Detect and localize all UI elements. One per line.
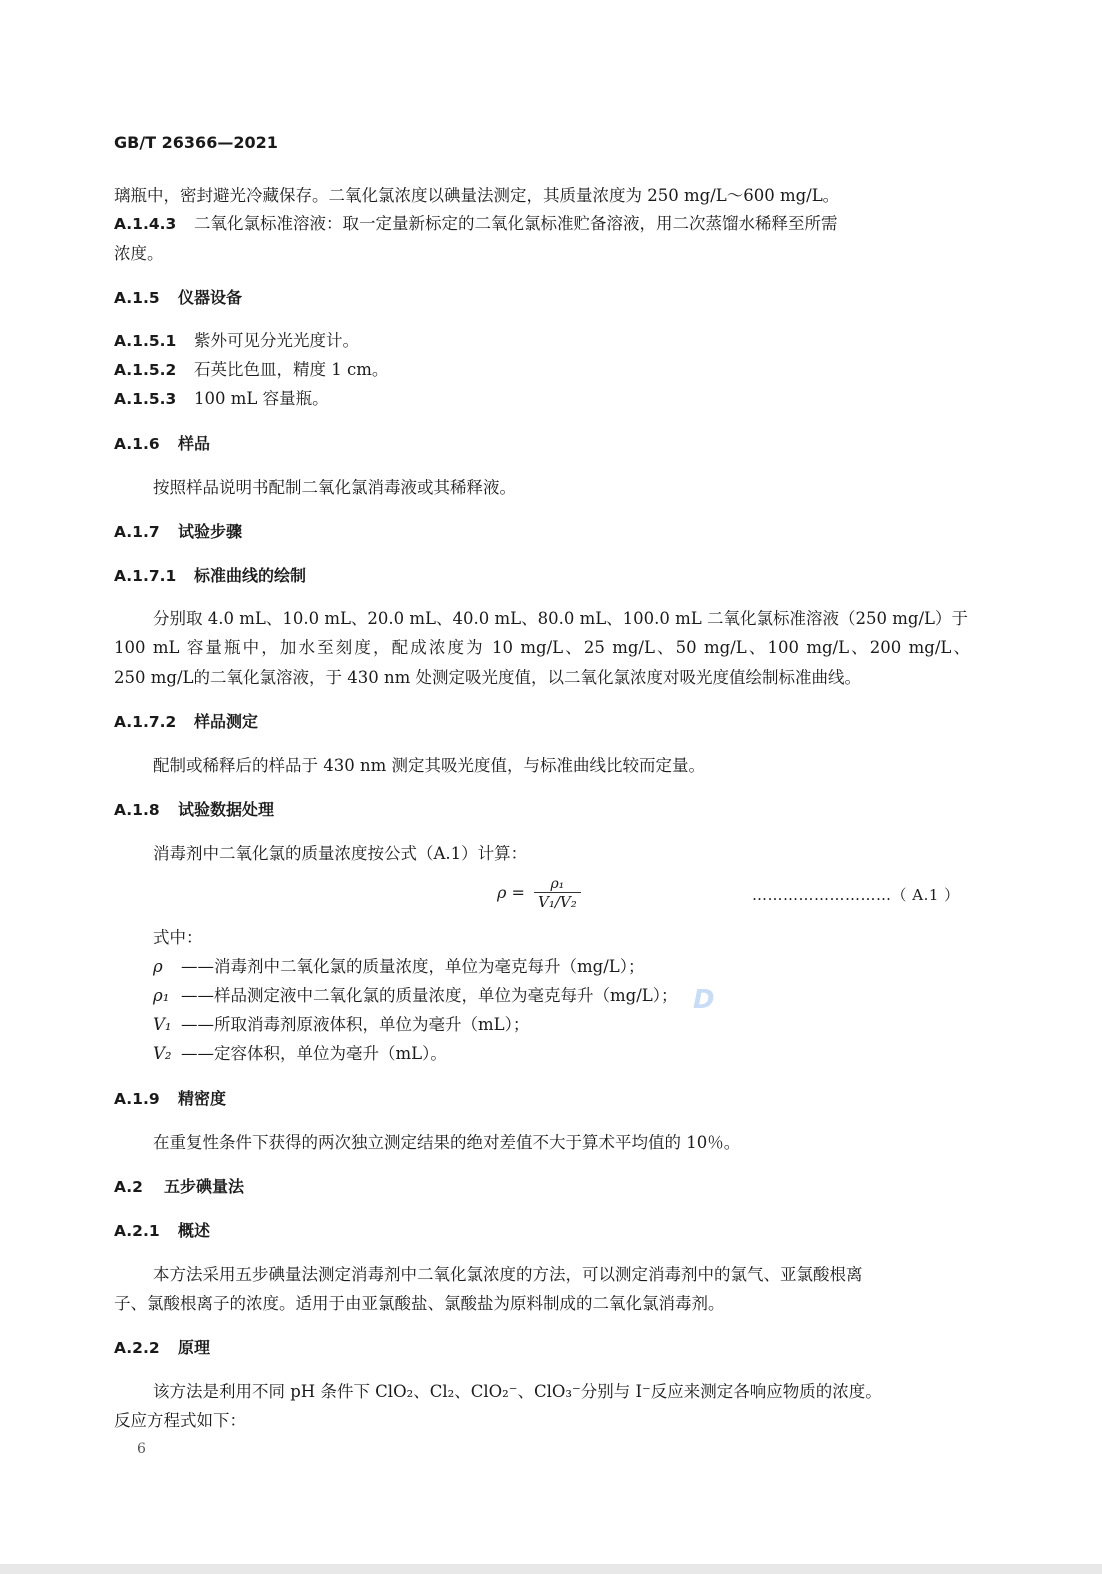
variable-def: ρ ——消毒剂中二氧化氯的质量浓度，单位为毫克每升（mg/L）；: [153, 957, 645, 976]
clause-a152: A.1.5.2 石英比色皿，精度 1 cm。: [114, 360, 389, 379]
paragraph-line: 按照样品说明书配制二氧化氯消毒液或其稀释液。: [153, 478, 516, 497]
formula-numerator: ρ₁: [534, 876, 581, 893]
clause-a151: A.1.5.1 紫外可见分光光度计。: [114, 331, 359, 350]
standard-code: GB/T 26366—2021: [114, 133, 278, 152]
clause-number: A.1.4.3: [114, 215, 177, 233]
where-label: 式中：: [153, 928, 203, 947]
formula-fraction: [534, 876, 581, 911]
section-heading-a171: A.1.7.1 标准曲线的绘制: [114, 566, 307, 585]
clause-text: 二氧化氯标准溶液：取一定量新标定的二氧化氯标准贮备溶液，用二次蒸馏水稀释至所需: [194, 214, 838, 233]
variable-def: V₂ ——定容体积，单位为毫升（mL）。: [153, 1044, 447, 1063]
paragraph-line: 子、氯酸根离子的浓度。适用于由亚氯酸盐、氯酸盐为原料制成的二氧化氯消毒剂。: [114, 1294, 725, 1313]
clause-a153: A.1.5.3 100 mL 容量瓶。: [114, 389, 329, 408]
formula-a1: [497, 876, 581, 911]
paragraph-line: 本方法采用五步碘量法测定消毒剂中二氧化氯浓度的方法，可以测定消毒剂中的氯气、亚氯酸根离: [153, 1265, 863, 1284]
section-heading-a21: A.2.1 概述: [114, 1221, 211, 1240]
paragraph-line: 反应方程式如下：: [114, 1411, 246, 1430]
variable-def: ρ₁ ——样品测定液中二氧化氯的质量浓度，单位为毫克每升（mg/L）；: [153, 986, 678, 1005]
formula-reference: ………………………（ A.1 ）: [752, 886, 960, 904]
section-heading-a19: A.1.9 精密度: [114, 1089, 227, 1108]
paragraph-line: 配制或稀释后的样品于 430 nm 测定其吸光度值，与标准曲线比较而定量。: [153, 756, 706, 775]
section-heading-a17: A.1.7 试验步骤: [114, 522, 243, 541]
formula-lhs: ρ =: [497, 883, 525, 902]
watermark-logo: D: [693, 985, 715, 1015]
section-heading-a16: A.1.6 样品: [114, 434, 211, 453]
section-heading-a22: A.2.2 原理: [114, 1338, 211, 1357]
paragraph-line: 消毒剂中二氧化氯的质量浓度按公式（A.1）计算：: [153, 844, 528, 863]
paragraph-line: 100 mL 容量瓶中，加水至刻度，配成浓度为 10 mg/L、25 mg/L、50 mg/L、100 mg/L、200 mg/L、: [114, 638, 970, 657]
viewer-bottom-bar: [0, 1564, 1102, 1574]
section-heading-a2: A.2 五步碘量法: [114, 1177, 245, 1196]
paragraph-line: 璃瓶中，密封避光冷藏保存。二氧化氯浓度以碘量法测定，其质量浓度为 250 mg/L～600 mg/L。: [114, 186, 840, 205]
section-heading-a18: A.1.8 试验数据处理: [114, 800, 275, 819]
paragraph-line: 分别取 4.0 mL、10.0 mL、20.0 mL、40.0 mL、80.0 mL、100.0 mL 二氧化氯标准溶液（250 mg/L）于: [153, 609, 968, 628]
clause-a143: [114, 213, 838, 235]
section-heading-a15: A.1.5 仪器设备: [114, 288, 243, 307]
variable-def: V₁ ——所取消毒剂原液体积，单位为毫升（mL）；: [153, 1015, 530, 1034]
paragraph-line: 浓度。: [114, 244, 164, 263]
formula-denominator: V₁/V₂: [538, 893, 577, 911]
section-heading-a172: A.1.7.2 样品测定: [114, 712, 259, 731]
paragraph-line: 250 mg/L的二氧化氯溶液，于 430 nm 处测定吸光度值，以二氧化氯浓度对吸光度值绘制标准曲线。: [114, 668, 861, 687]
paragraph-line: 在重复性条件下获得的两次独立测定结果的绝对差值不大于算术平均值的 10％。: [153, 1133, 741, 1152]
paragraph-line: 该方法是利用不同 pH 条件下 ClO₂、Cl₂、ClO₂⁻、ClO₃⁻分别与 I⁻反应来测定各响应物质的浓度。: [153, 1382, 882, 1401]
page-number: 6: [137, 1441, 146, 1457]
